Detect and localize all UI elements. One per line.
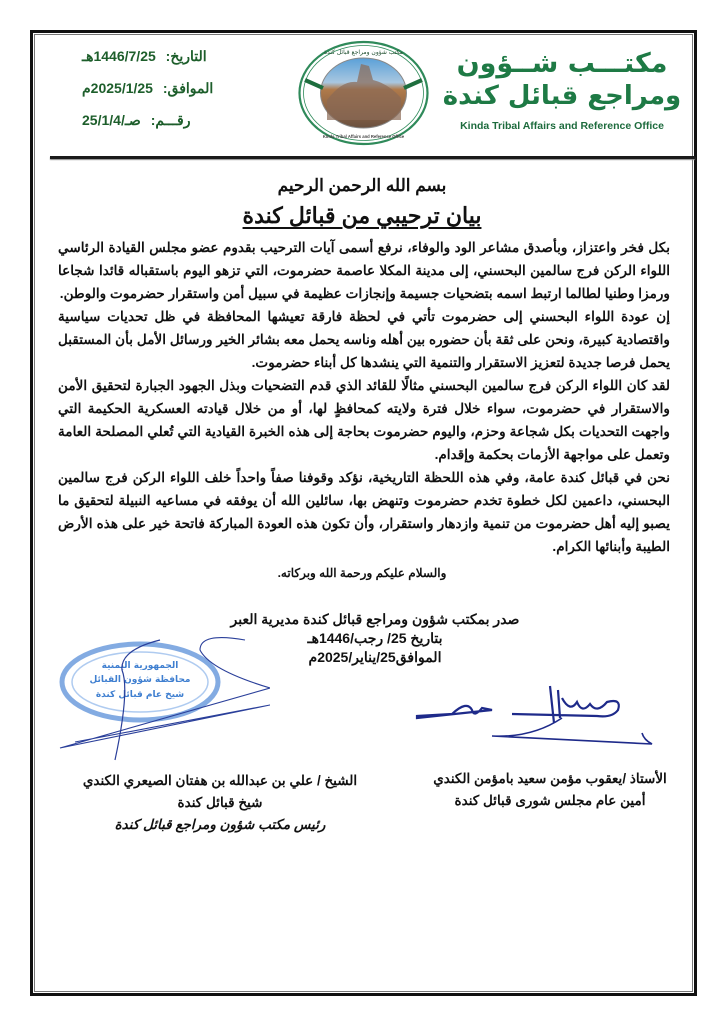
document-body xyxy=(58,236,670,558)
svg-text:الجمهورية اليمنية: الجمهورية اليمنية xyxy=(101,661,179,671)
issuance-block xyxy=(230,610,520,667)
header-divider xyxy=(50,156,695,159)
signatory-right xyxy=(410,768,690,812)
signatory-name: الشيخ / علي بن عبدالله بن هفتان الصيعري الكندي xyxy=(82,773,358,788)
official-stamp-icon xyxy=(40,630,270,765)
office-name-english: Kinda Tribal Affairs and Reference Office xyxy=(460,120,664,132)
hijri-date-value: 1446/7/25هـ xyxy=(82,48,156,64)
svg-text:شيخ عام قبائل كندة: شيخ عام قبائل كندة xyxy=(95,690,185,700)
paragraph: بكل فخر واعتزاز، وبأصدق مشاعر الود والوفاء، نرفع أسمى آيات الترحيب بقدوم عضو مجلس القيادة الرئاسي اللواء الركن فرج سالمين البحسني، إلى مدينة المكلا عاصمة حضرموت، التي تزهو اليوم باستقباله قائدا شجاعا ورمزا وطنيا لطالما ارتبط اسمه بتضحيات جسيمة وإنجازات عظيمة في سبيل أمن واستقرار حضرموت والوطن. xyxy=(58,240,670,301)
gregorian-date-value: 2025/1/25م xyxy=(82,80,153,96)
svg-text:Kinda Tribal Affairs and Refer: Kinda Tribal Affairs and Reference Office xyxy=(322,134,405,139)
hijri-date: التاريخ: 1446/7/25هـ xyxy=(82,48,207,64)
emblem-seal-icon xyxy=(297,40,430,146)
document-meta xyxy=(82,45,232,141)
reference-number-value: صـ/25/1/4 xyxy=(82,112,141,128)
signatory-left xyxy=(70,770,370,836)
document-title: بيان ترحيبي من قبائل كندة xyxy=(242,203,482,228)
closing-greeting: والسلام عليكم ورحمة الله وبركاته. xyxy=(277,566,447,580)
signatory-role: أمين عام مجلس شورى قبائل كندة xyxy=(454,793,646,808)
svg-text:محافظة شؤون القبائل: محافظة شؤون القبائل xyxy=(89,675,191,685)
basmala: بسم الله الرحمن الرحيم xyxy=(277,176,447,195)
signatory-role-secondary: رئيس مكتب شؤون ومراجع قبائل كندة xyxy=(114,817,326,832)
reference-number: رقـــم: صـ/25/1/4 xyxy=(82,112,191,128)
office-name-line2: ومراجع قبائل كندة xyxy=(442,81,682,111)
issued-place: صدر بمكتب شؤون ومراجع قبائل كندة مديرية العبر xyxy=(230,611,520,627)
paragraph: إن عودة اللواء البحسني إلى حضرموت تأتي في لحظة فارقة تعيشها المحافظة في ظل تحديات سياسية واقتصادية كبيرة، ونحن على ثقة بأن حضوره بين أهله وناسه يحمل معه بشائر الخير ورسائل الأمل بأن المستقبل يحمل فرصا جديدة لتعزيز الاستقرار والتنمية التي ينشدها كل أبناء حضرموت. xyxy=(58,309,670,370)
paragraph: نحن في قبائل كندة عامة، وفي هذه اللحظة التاريخية، نؤكد وقوفنا صفاً واحداً خلف اللواء الركن فرج سالمين البحسني، داعمين لكل خطوة تخدم حضرموت وتنهض بها، سائلين الله أن يوفقه في مساعيه النبيلة لتحقيق ما يصبو إليه أهل حضرموت من تنمية وازدهار واستقرار، وأن تكون هذه العودة المباركة فاتحة خير على هذه الأرض الطيبة وأبنائها الكرام. xyxy=(58,470,670,554)
office-letterhead xyxy=(442,48,682,132)
gregorian-date: الموافق: 2025/1/25م xyxy=(82,80,214,96)
paragraph: لقد كان اللواء الركن فرج سالمين البحسني مثالًا للقائد الذي قدم التضحيات وبذل الجهود الجبارة لتحقيق الأمن والاستقرار في حضرموت، سواء خلال فترة ولايته كمحافظٍ لها، أو من خلال قيادته العسكرية الحكيمة التي واجهت التحديات بكل شجاعة وحزم، واليوم حضرموت بحاجة إلى هذه الخبرة القيادية التي تُعلي المصلحة العامة وتعمل على مواجهة الأزمات بحكمة وإقدام. xyxy=(58,378,670,462)
office-name-line1: مكتـــب شــؤون xyxy=(456,48,668,79)
signatory-name: الأستاذ /يعقوب مؤمن سعيد بامؤمن الكندي xyxy=(433,771,667,786)
signatory-role: شيخ قبائل كندة xyxy=(177,795,263,810)
issued-hijri-date: بتاريخ 25/ رجب/1446هـ xyxy=(307,630,443,646)
handwritten-signature-icon xyxy=(412,678,662,758)
issued-gregorian-date: الموافق25/يناير/2025م xyxy=(308,649,442,665)
svg-text:مكتب شؤون ومراجع قبائل كندة: مكتب شؤون ومراجع قبائل كندة xyxy=(324,49,403,56)
